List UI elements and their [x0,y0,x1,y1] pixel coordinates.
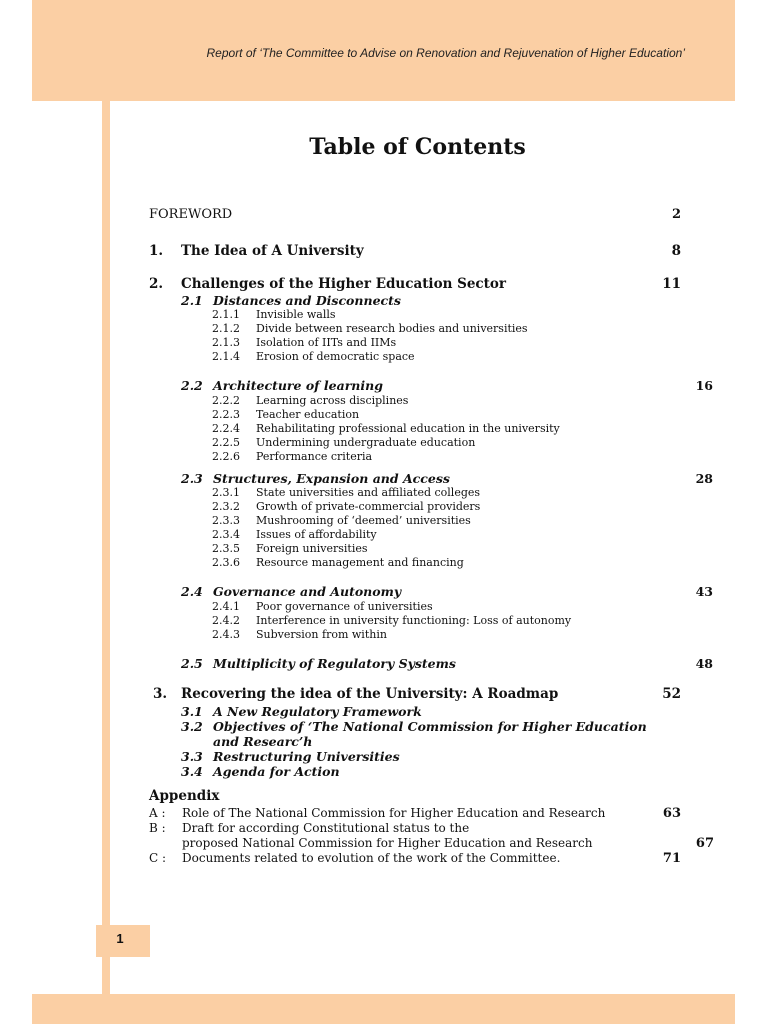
entry-title: Governance and Autonomy [213,584,402,599]
entry-page: 43 [695,584,713,599]
page-number: 1 [96,925,150,957]
toc-entry-subsection[interactable] [149,528,744,541]
toc-entry-subsection[interactable] [149,436,744,449]
toc-entry-subsection[interactable] [149,600,744,613]
entry-title: Growth of private-commercial providers [256,500,481,513]
entry-number: 2.1.3 [212,336,240,349]
entry-title: Erosion of democratic space [256,350,415,363]
toc-entry-chapter[interactable] [149,243,681,259]
toc-entry-appendix-continued[interactable] [149,836,714,850]
entry-number: 2.2.4 [212,422,240,435]
entry-number: 2.4.3 [212,628,240,641]
entry-number: 2.2.6 [212,450,240,463]
entry-number: B : [149,821,166,835]
entry-page: 52 [662,686,681,702]
entry-title: Role of The National Commission for Higher Education and Research [182,806,606,820]
toc-entry-subsection[interactable] [149,542,744,555]
footer-band [32,994,735,1024]
toc-entry-section[interactable] [149,719,713,734]
appendix-heading: Appendix [149,788,220,804]
entry-title: Performance criteria [256,450,373,463]
toc-entry-appendix[interactable] [149,851,681,865]
entry-number: 2.1 [181,293,203,308]
entry-title: Issues of affordability [256,528,377,541]
toc-entry-chapter[interactable] [153,686,681,702]
entry-title: Documents related to evolution of the work of the Committee. [182,851,561,865]
entry-title: and Researc’h [213,734,313,749]
toc-entry-chapter[interactable] [149,276,681,292]
toc-entry-section[interactable] [149,584,713,599]
entry-title: Foreign universities [256,542,368,555]
toc-entry-subsection[interactable] [149,556,744,569]
toc-entry-subsection[interactable] [149,322,744,335]
toc-entry-subsection[interactable] [149,350,744,363]
entry-title: Multiplicity of Regulatory Systems [213,656,456,671]
entry-title: Structures, Expansion and Access [213,471,450,486]
entry-page: 16 [695,378,713,393]
entry-title: Interference in university functioning: Loss of autonomy [256,614,572,627]
entry-title: Teacher education [256,408,360,421]
toc-entry-subsection[interactable] [149,422,744,435]
entry-title: Challenges of the Higher Education Sector [181,276,506,292]
entry-title: A New Regulatory Framework [213,704,422,719]
entry-number: 2.3.2 [212,500,240,513]
entry-number: 1. [149,243,164,259]
entry-number: A : [149,806,166,820]
entry-label: FOREWORD [149,207,233,222]
toc-entry-subsection[interactable] [149,408,744,421]
entry-title: The Idea of A University [181,243,364,259]
entry-title: proposed National Commission for Higher Education and Research [182,836,593,850]
entry-number: 2.4.2 [212,614,240,627]
toc-entry-foreword[interactable] [149,207,681,222]
entry-number: 2.2 [181,378,203,393]
toc-entry-subsection[interactable] [149,614,744,627]
entry-title: Divide between research bodies and universities [256,322,528,335]
toc-entry-appendix[interactable] [149,806,681,820]
header-band [32,0,735,101]
entry-page: 2 [671,207,681,222]
entry-number: 2.3 [181,471,203,486]
entry-title: Isolation of IITs and IIMs [256,336,397,349]
entry-number: 2.1.2 [212,322,240,335]
entry-number: 2.3.1 [212,486,240,499]
entry-page: 48 [695,656,713,671]
toc-entry-section[interactable] [149,293,713,308]
entry-number: 3.1 [181,704,203,719]
entry-title: Draft for according Constitutional status to the [182,821,470,835]
entry-page: 11 [662,276,681,292]
toc-entry-subsection[interactable] [149,308,744,321]
entry-number: 2.2.3 [212,408,240,421]
entry-page: 8 [671,243,681,259]
toc-entry-subsection[interactable] [149,514,744,527]
entry-number: 3.2 [181,719,203,734]
entry-page: 28 [695,471,713,486]
entry-title: Distances and Disconnects [213,293,401,308]
entry-title: Rehabilitating professional education in the university [256,422,560,435]
entry-number: 2.2.5 [212,436,240,449]
entry-number: 2.5 [181,656,203,671]
entry-title: Architecture of learning [213,378,383,393]
entry-number: 2. [149,276,164,292]
entry-number: 2.3.3 [212,514,240,527]
entry-title: Learning across disciplines [256,394,409,407]
entry-title: State universities and affiliated colleges [256,486,481,499]
entry-number: 3. [153,686,168,702]
entry-title: Restructuring Universities [213,749,400,764]
toc-entry-section[interactable] [149,378,713,393]
entry-number: 2.1.4 [212,350,240,363]
toc-entry-section[interactable] [149,471,713,486]
toc-entry-subsection[interactable] [149,336,744,349]
entry-title: Mushrooming of ‘deemed’ universities [256,514,471,527]
toc-entry-appendix[interactable] [149,821,681,835]
toc-entry-subsection[interactable] [149,500,744,513]
entry-title: Undermining undergraduate education [256,436,476,449]
entry-number: 2.3.5 [212,542,240,555]
toc-entry-subsection[interactable] [149,450,744,463]
toc-entry-section[interactable] [149,764,713,779]
entry-number: 2.3.6 [212,556,240,569]
entry-title: Invisible walls [256,308,336,321]
entry-title: Objectives of ‘The National Commission for Higher Education [213,719,647,734]
toc-entry-section[interactable] [149,656,713,671]
entry-page: 71 [662,851,681,866]
entry-title: Poor governance of universities [256,600,433,613]
entry-number: 2.2.2 [212,394,240,407]
toc-entry-section[interactable] [149,749,713,764]
entry-number: 3.4 [181,764,203,779]
entry-number: 3.3 [181,749,203,764]
toc-entry-subsection[interactable] [149,628,744,641]
entry-title: Agenda for Action [213,764,340,779]
entry-number: 2.3.4 [212,528,240,541]
entry-page: 67 [695,836,714,851]
entry-title: Recovering the idea of the University: A Roadmap [181,686,559,702]
left-margin-bar [102,0,110,1024]
toc-entry-section[interactable] [149,704,713,719]
entry-title: Subversion from within [256,628,387,641]
page-title: Table of Contents [309,134,526,160]
entry-number: 2.4 [181,584,203,599]
entry-number: 2.4.1 [212,600,240,613]
entry-number: 2.1.1 [212,308,240,321]
running-header: Report of ‘The Committee to Advise on Renovation and Rejuvenation of Higher Education’ [206,46,685,60]
entry-page: 63 [662,806,681,821]
toc-entry-section-continued [149,734,745,749]
entry-number: C : [149,851,167,865]
entry-title: Resource management and financing [256,556,464,569]
toc-entry-subsection[interactable] [149,486,744,499]
toc-entry-subsection[interactable] [149,394,744,407]
